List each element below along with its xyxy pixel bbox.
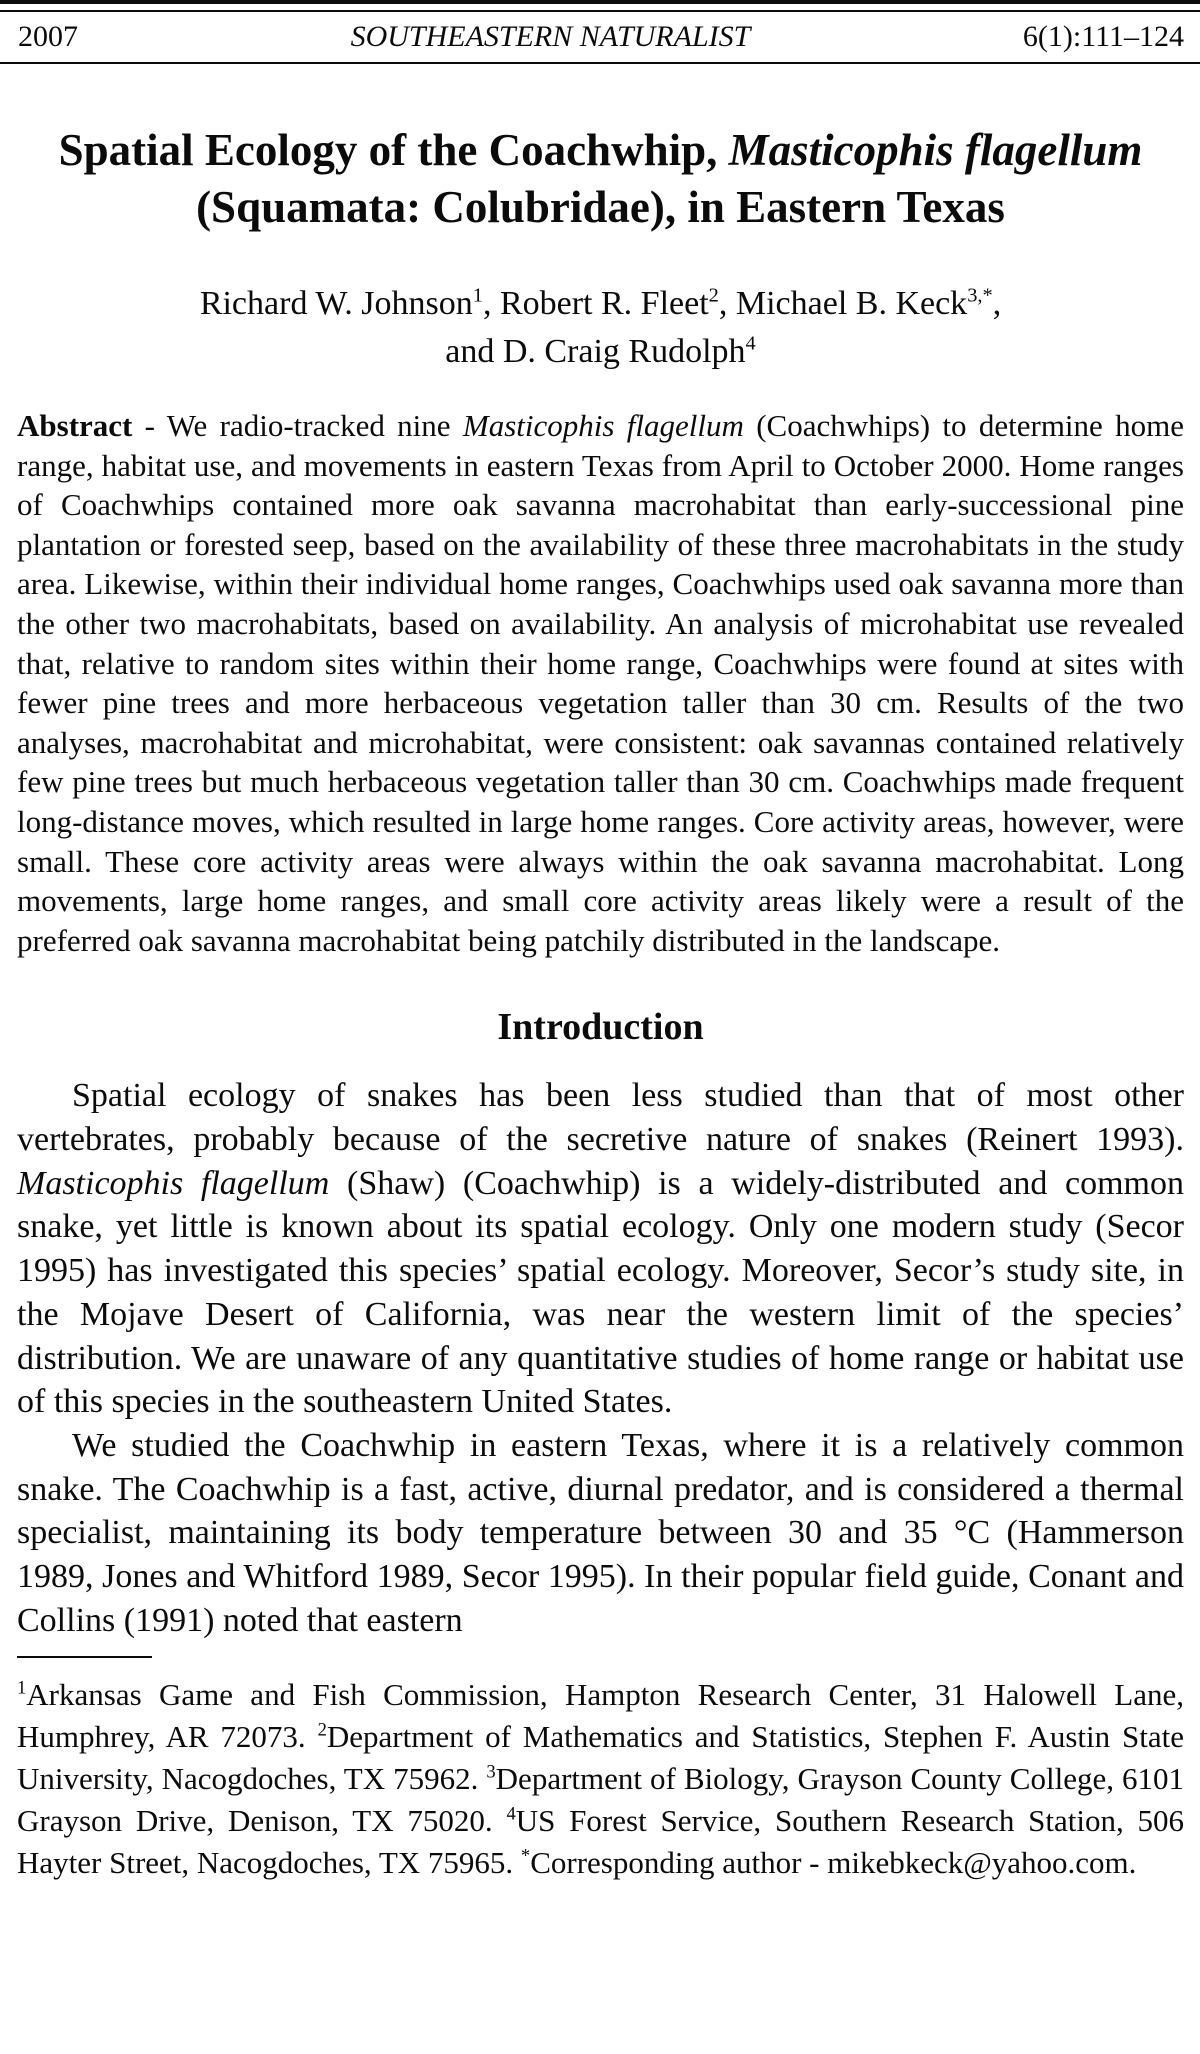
intro-paragraph-1: Spatial ecology of snakes has been less studied than that of most other vertebrates, probably because of the secretive nature of snakes (Reinert 1993). Masticophis flagellum (Shaw) (Coachwhip) is a widely-distributed and common snake, yet little is known about its spatial ecology. Only one modern study (Secor 1995) has investigated this species’ spatial ecology. Moreover, Secor’s study site, in the Mojave Desert of California, was near the western limit of the species’ distribution. We are unaware of any quantitative studies of home range or habitat use of this species in the southeastern United States. [17,1077,1184,1421]
author-line-2: and D. Craig Rudolph$^4$ [445,332,756,370]
intro-paragraph-2: We studied the Coachwhip in eastern Texas, where it is a relatively common snake. The Coachwhip is a fast, active, diurnal predator, and is considered a thermal specialist, maintaining its body temperature between 30 and 35 °C (Hammerson 1989, Jones and Whitford 1989, Secor 1995). In their popular field guide, Conant and Collins (1991) noted that eastern [17,1426,1184,1639]
article-title-line-2: (Squamata: Colubridae), in Eastern Texas [196,182,1005,232]
article-title [17,122,1184,236]
footnote-separator-rule [17,1656,152,1658]
author-line-1: Richard W. Johnson$^1$, Robert R. Fleet$^2$, Michael B. Keck$^{3,*}$, [199,284,1002,322]
running-head [0,12,1200,55]
abstract-paragraph: Abstract - We radio-tracked nine Masticophis flagellum (Coachwhips) to determine home range, habitat use, and movements in eastern Texas from April to October 2000. Home ranges of Coachwhips contained more oak savanna macrohabitat than early-successional pine plantation or forested seep, based on the availability of these three macrohabitats in the study area. Likewise, within their individual home ranges, Coachwhips used oak savanna more than the other two macrohabitats, based on availability. An analysis of microhabitat use revealed that, relative to random sites within their home range, Coachwhips were found at sites with fewer pine trees and more herbaceous vegetation taller than 30 cm. Results of the two analyses, macrohabitat and microhabitat, were consistent: oak savannas contained relatively few pine trees but much herbaceous vegetation taller than 30 cm. Coachwhips made frequent long-distance moves, which resulted in large home ranges. Core activity areas, however, were small. These core activity areas were always within the oak savanna macrohabitat. Long movements, large home ranges, and small core activity areas likely were a result of the preferred oak savanna macrohabitat being patchily distributed in the landscape. [17,408,1184,958]
running-head-journal: SOUTHEASTERN NATURALIST [350,20,751,53]
running-head-year: 2007 [18,20,78,53]
header-bottom-rule [0,62,1200,64]
article-title-line-1: Spatial Ecology of the Coachwhip, Masticophis flagellum [58,125,1143,175]
page-top-rule [0,0,1200,4]
author-list [17,280,1184,376]
footnotes-paragraph: $^1$Arkansas Game and Fish Commission, Hampton Research Center, 31 Halowell Lane, Humphrey, AR 72073. $^2$Department of Mathematics and Statistics, Stephen F. Austin State University, Nacogdoches, TX 75962. $^3$Department of Biology, Grayson County College, 6101 Grayson Drive, Denison, TX 75020. $^4$US Forest Service, Southern Research Station, 506 Hayter Street, Nacogdoches, TX 75965. *Corresponding author - mikebkeck@yahoo.com. [17,1677,1184,1881]
article-body [0,122,1200,1884]
section-heading-introduction: Introduction [497,1006,704,1049]
running-head-issue: 6(1):111–124 [1022,20,1184,53]
